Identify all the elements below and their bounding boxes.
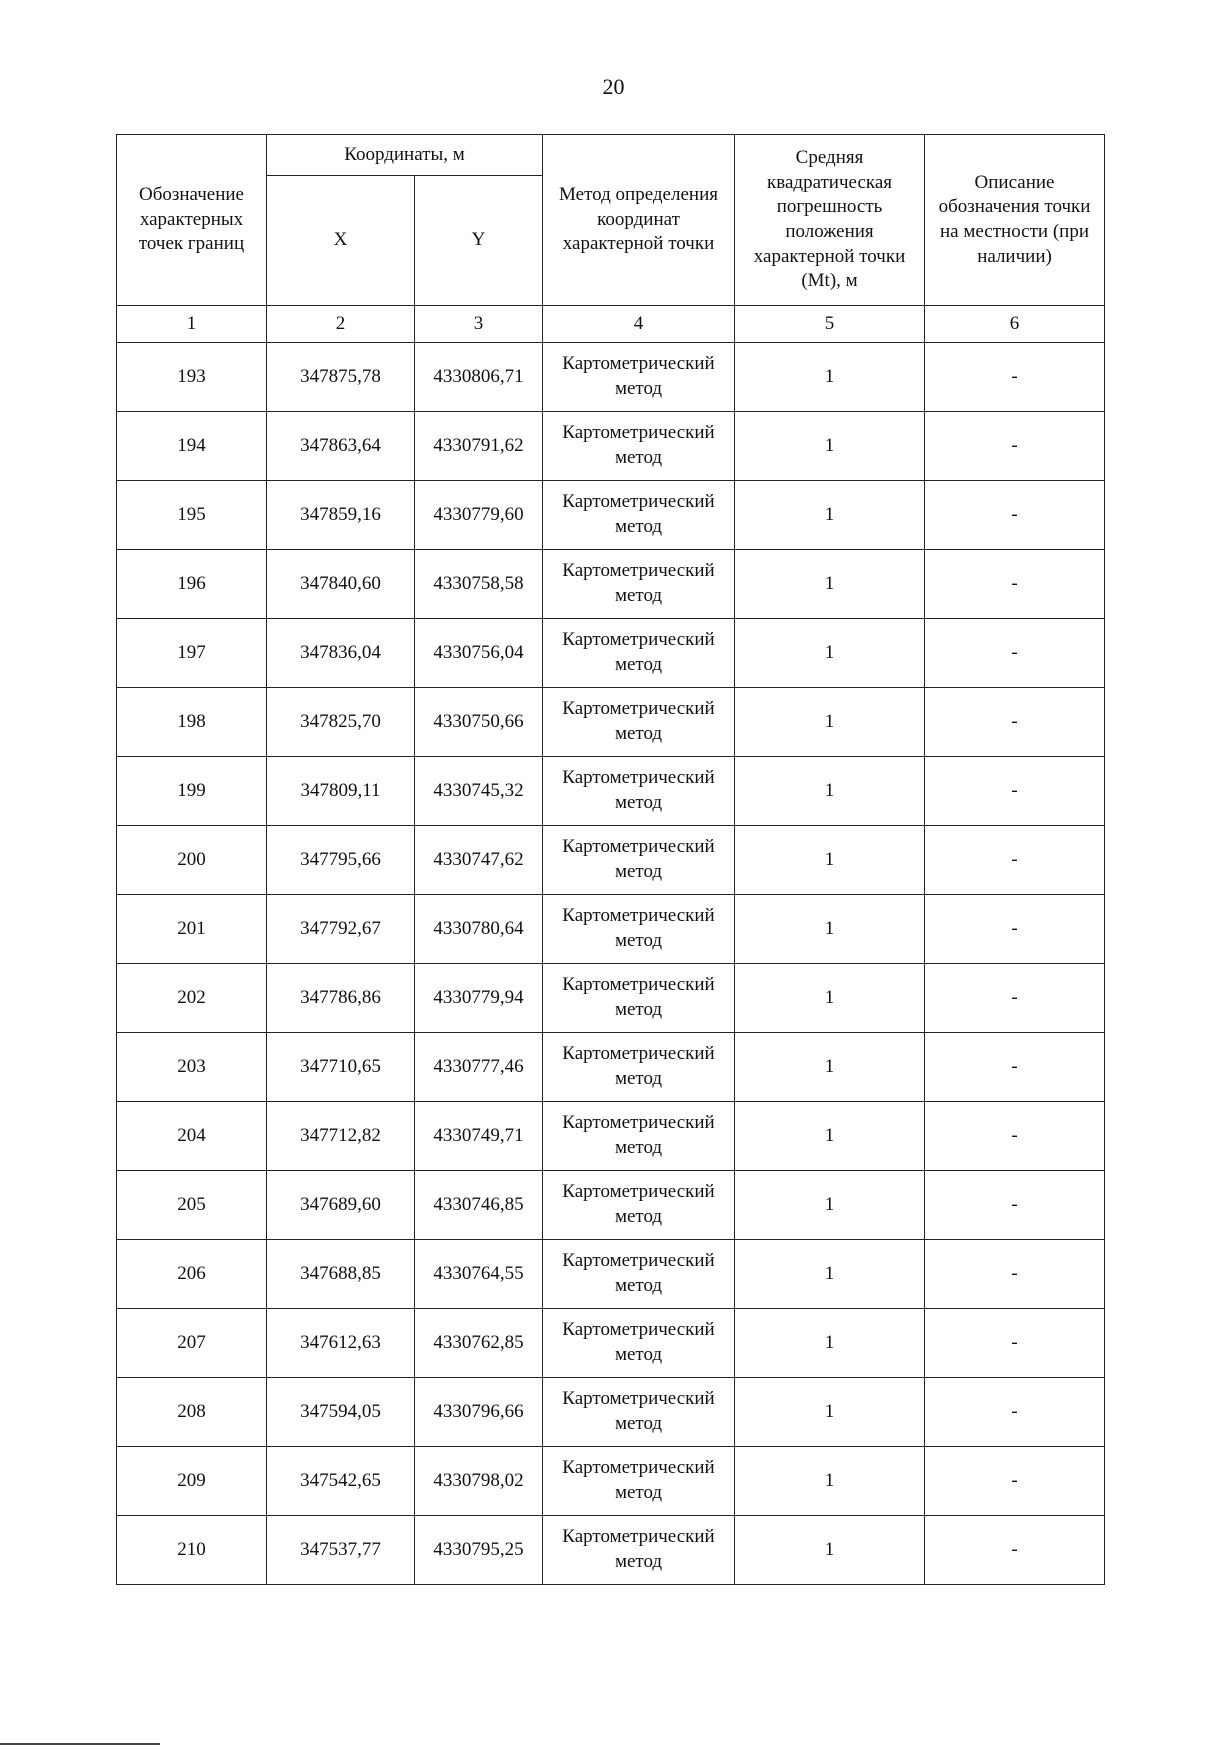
- point-designation-cell: 200: [117, 826, 267, 895]
- y-coordinate-cell: 4330791,62: [415, 412, 543, 481]
- x-coordinate-cell: 347863,64: [267, 412, 415, 481]
- point-designation-cell: 205: [117, 1171, 267, 1240]
- x-coordinate-cell: 347825,70: [267, 688, 415, 757]
- y-coordinate-cell: 4330756,04: [415, 619, 543, 688]
- x-coordinate-cell: 347594,05: [267, 1378, 415, 1447]
- table-row: [117, 412, 1105, 481]
- method-cell: Картометрический метод: [543, 412, 735, 481]
- method-cell: Картометрический метод: [543, 550, 735, 619]
- y-coordinate-cell: 4330764,55: [415, 1240, 543, 1309]
- x-coordinate-cell: 347689,60: [267, 1171, 415, 1240]
- table-row: [117, 343, 1105, 412]
- method-cell: Картометрический метод: [543, 1102, 735, 1171]
- method-cell: Картометрический метод: [543, 1378, 735, 1447]
- mean-error-cell: 1: [735, 964, 925, 1033]
- mean-error-cell: 1: [735, 1102, 925, 1171]
- y-coordinate-cell: 4330762,85: [415, 1309, 543, 1378]
- method-cell: Картометрический метод: [543, 1033, 735, 1102]
- header-description: Описание обозначения точки на местности (при наличии): [925, 135, 1105, 306]
- method-cell: Картометрический метод: [543, 895, 735, 964]
- method-cell: Картометрический метод: [543, 826, 735, 895]
- method-cell: Картометрический метод: [543, 481, 735, 550]
- y-coordinate-cell: 4330750,66: [415, 688, 543, 757]
- table-row: [117, 826, 1105, 895]
- y-coordinate-cell: 4330749,71: [415, 1102, 543, 1171]
- table-row: [117, 964, 1105, 1033]
- x-coordinate-cell: 347875,78: [267, 343, 415, 412]
- description-cell: -: [925, 412, 1105, 481]
- mean-error-cell: 1: [735, 1516, 925, 1585]
- y-coordinate-cell: 4330746,85: [415, 1171, 543, 1240]
- x-coordinate-cell: 347792,67: [267, 895, 415, 964]
- x-coordinate-cell: 347537,77: [267, 1516, 415, 1585]
- table-row: [117, 481, 1105, 550]
- mean-error-cell: 1: [735, 1378, 925, 1447]
- mean-error-cell: 1: [735, 550, 925, 619]
- table-row: [117, 757, 1105, 826]
- description-cell: -: [925, 481, 1105, 550]
- description-cell: -: [925, 1309, 1105, 1378]
- mean-error-cell: 1: [735, 1447, 925, 1516]
- point-designation-cell: 207: [117, 1309, 267, 1378]
- table-row: [117, 1516, 1105, 1585]
- point-designation-cell: 201: [117, 895, 267, 964]
- point-designation-cell: 210: [117, 1516, 267, 1585]
- method-cell: Картометрический метод: [543, 343, 735, 412]
- description-cell: -: [925, 343, 1105, 412]
- header-x: X: [267, 176, 415, 306]
- mean-error-cell: 1: [735, 757, 925, 826]
- table-row: [117, 895, 1105, 964]
- column-number: 6: [925, 306, 1105, 343]
- x-coordinate-cell: 347542,65: [267, 1447, 415, 1516]
- point-designation-cell: 193: [117, 343, 267, 412]
- mean-error-cell: 1: [735, 1033, 925, 1102]
- point-designation-cell: 208: [117, 1378, 267, 1447]
- point-designation-cell: 202: [117, 964, 267, 1033]
- header-y: Y: [415, 176, 543, 306]
- mean-error-cell: 1: [735, 895, 925, 964]
- y-coordinate-cell: 4330779,94: [415, 964, 543, 1033]
- method-cell: Картометрический метод: [543, 1447, 735, 1516]
- column-number: 3: [415, 306, 543, 343]
- description-cell: -: [925, 550, 1105, 619]
- mean-error-cell: 1: [735, 1240, 925, 1309]
- description-cell: -: [925, 1033, 1105, 1102]
- method-cell: Картометрический метод: [543, 1240, 735, 1309]
- table-row: [117, 1240, 1105, 1309]
- scan-edge-line: [0, 1743, 160, 1745]
- table-row: [117, 1033, 1105, 1102]
- y-coordinate-cell: 4330796,66: [415, 1378, 543, 1447]
- column-number: 5: [735, 306, 925, 343]
- header-point-designation: Обозначение характерных точек границ: [117, 135, 267, 306]
- point-designation-cell: 203: [117, 1033, 267, 1102]
- point-designation-cell: 197: [117, 619, 267, 688]
- table-row: [117, 1171, 1105, 1240]
- description-cell: -: [925, 1171, 1105, 1240]
- table-row: [117, 1102, 1105, 1171]
- mean-error-cell: 1: [735, 481, 925, 550]
- mean-error-cell: 1: [735, 688, 925, 757]
- mean-error-cell: 1: [735, 343, 925, 412]
- description-cell: -: [925, 757, 1105, 826]
- description-cell: -: [925, 688, 1105, 757]
- description-cell: -: [925, 1378, 1105, 1447]
- x-coordinate-cell: 347795,66: [267, 826, 415, 895]
- x-coordinate-cell: 347859,16: [267, 481, 415, 550]
- y-coordinate-cell: 4330795,25: [415, 1516, 543, 1585]
- y-coordinate-cell: 4330780,64: [415, 895, 543, 964]
- table-row: [117, 550, 1105, 619]
- x-coordinate-cell: 347688,85: [267, 1240, 415, 1309]
- point-designation-cell: 204: [117, 1102, 267, 1171]
- y-coordinate-cell: 4330777,46: [415, 1033, 543, 1102]
- table-row: [117, 619, 1105, 688]
- description-cell: -: [925, 1516, 1105, 1585]
- point-designation-cell: 194: [117, 412, 267, 481]
- point-designation-cell: 196: [117, 550, 267, 619]
- x-coordinate-cell: 347840,60: [267, 550, 415, 619]
- table-row: [117, 1378, 1105, 1447]
- column-number: 4: [543, 306, 735, 343]
- mean-error-cell: 1: [735, 1171, 925, 1240]
- description-cell: -: [925, 1447, 1105, 1516]
- header-coordinates-group: Координаты, м: [267, 135, 543, 176]
- header-method: Метод определения координат характерной точки: [543, 135, 735, 306]
- y-coordinate-cell: 4330745,32: [415, 757, 543, 826]
- method-cell: Картометрический метод: [543, 1171, 735, 1240]
- description-cell: -: [925, 1240, 1105, 1309]
- mean-error-cell: 1: [735, 826, 925, 895]
- method-cell: Картометрический метод: [543, 619, 735, 688]
- y-coordinate-cell: 4330779,60: [415, 481, 543, 550]
- point-designation-cell: 206: [117, 1240, 267, 1309]
- description-cell: -: [925, 964, 1105, 1033]
- header-mean-error: Средняя квадратическая погрешность положения характерной точки (Mt), м: [735, 135, 925, 306]
- point-designation-cell: 195: [117, 481, 267, 550]
- mean-error-cell: 1: [735, 412, 925, 481]
- y-coordinate-cell: 4330758,58: [415, 550, 543, 619]
- method-cell: Картометрический метод: [543, 757, 735, 826]
- x-coordinate-cell: 347712,82: [267, 1102, 415, 1171]
- mean-error-cell: 1: [735, 1309, 925, 1378]
- x-coordinate-cell: 347612,63: [267, 1309, 415, 1378]
- method-cell: Картометрический метод: [543, 1309, 735, 1378]
- method-cell: Картометрический метод: [543, 964, 735, 1033]
- coordinates-table: [116, 134, 1105, 1585]
- x-coordinate-cell: 347836,04: [267, 619, 415, 688]
- column-number: 1: [117, 306, 267, 343]
- column-number: 2: [267, 306, 415, 343]
- point-designation-cell: 209: [117, 1447, 267, 1516]
- method-cell: Картометрический метод: [543, 688, 735, 757]
- table-row: [117, 1309, 1105, 1378]
- description-cell: -: [925, 1102, 1105, 1171]
- point-designation-cell: 199: [117, 757, 267, 826]
- y-coordinate-cell: 4330806,71: [415, 343, 543, 412]
- x-coordinate-cell: 347786,86: [267, 964, 415, 1033]
- x-coordinate-cell: 347710,65: [267, 1033, 415, 1102]
- description-cell: -: [925, 619, 1105, 688]
- y-coordinate-cell: 4330747,62: [415, 826, 543, 895]
- table-row: [117, 1447, 1105, 1516]
- description-cell: -: [925, 895, 1105, 964]
- x-coordinate-cell: 347809,11: [267, 757, 415, 826]
- point-designation-cell: 198: [117, 688, 267, 757]
- table-row: [117, 688, 1105, 757]
- mean-error-cell: 1: [735, 619, 925, 688]
- y-coordinate-cell: 4330798,02: [415, 1447, 543, 1516]
- description-cell: -: [925, 826, 1105, 895]
- table-body: [117, 343, 1105, 1585]
- page-number: 20: [602, 74, 625, 99]
- method-cell: Картометрический метод: [543, 1516, 735, 1585]
